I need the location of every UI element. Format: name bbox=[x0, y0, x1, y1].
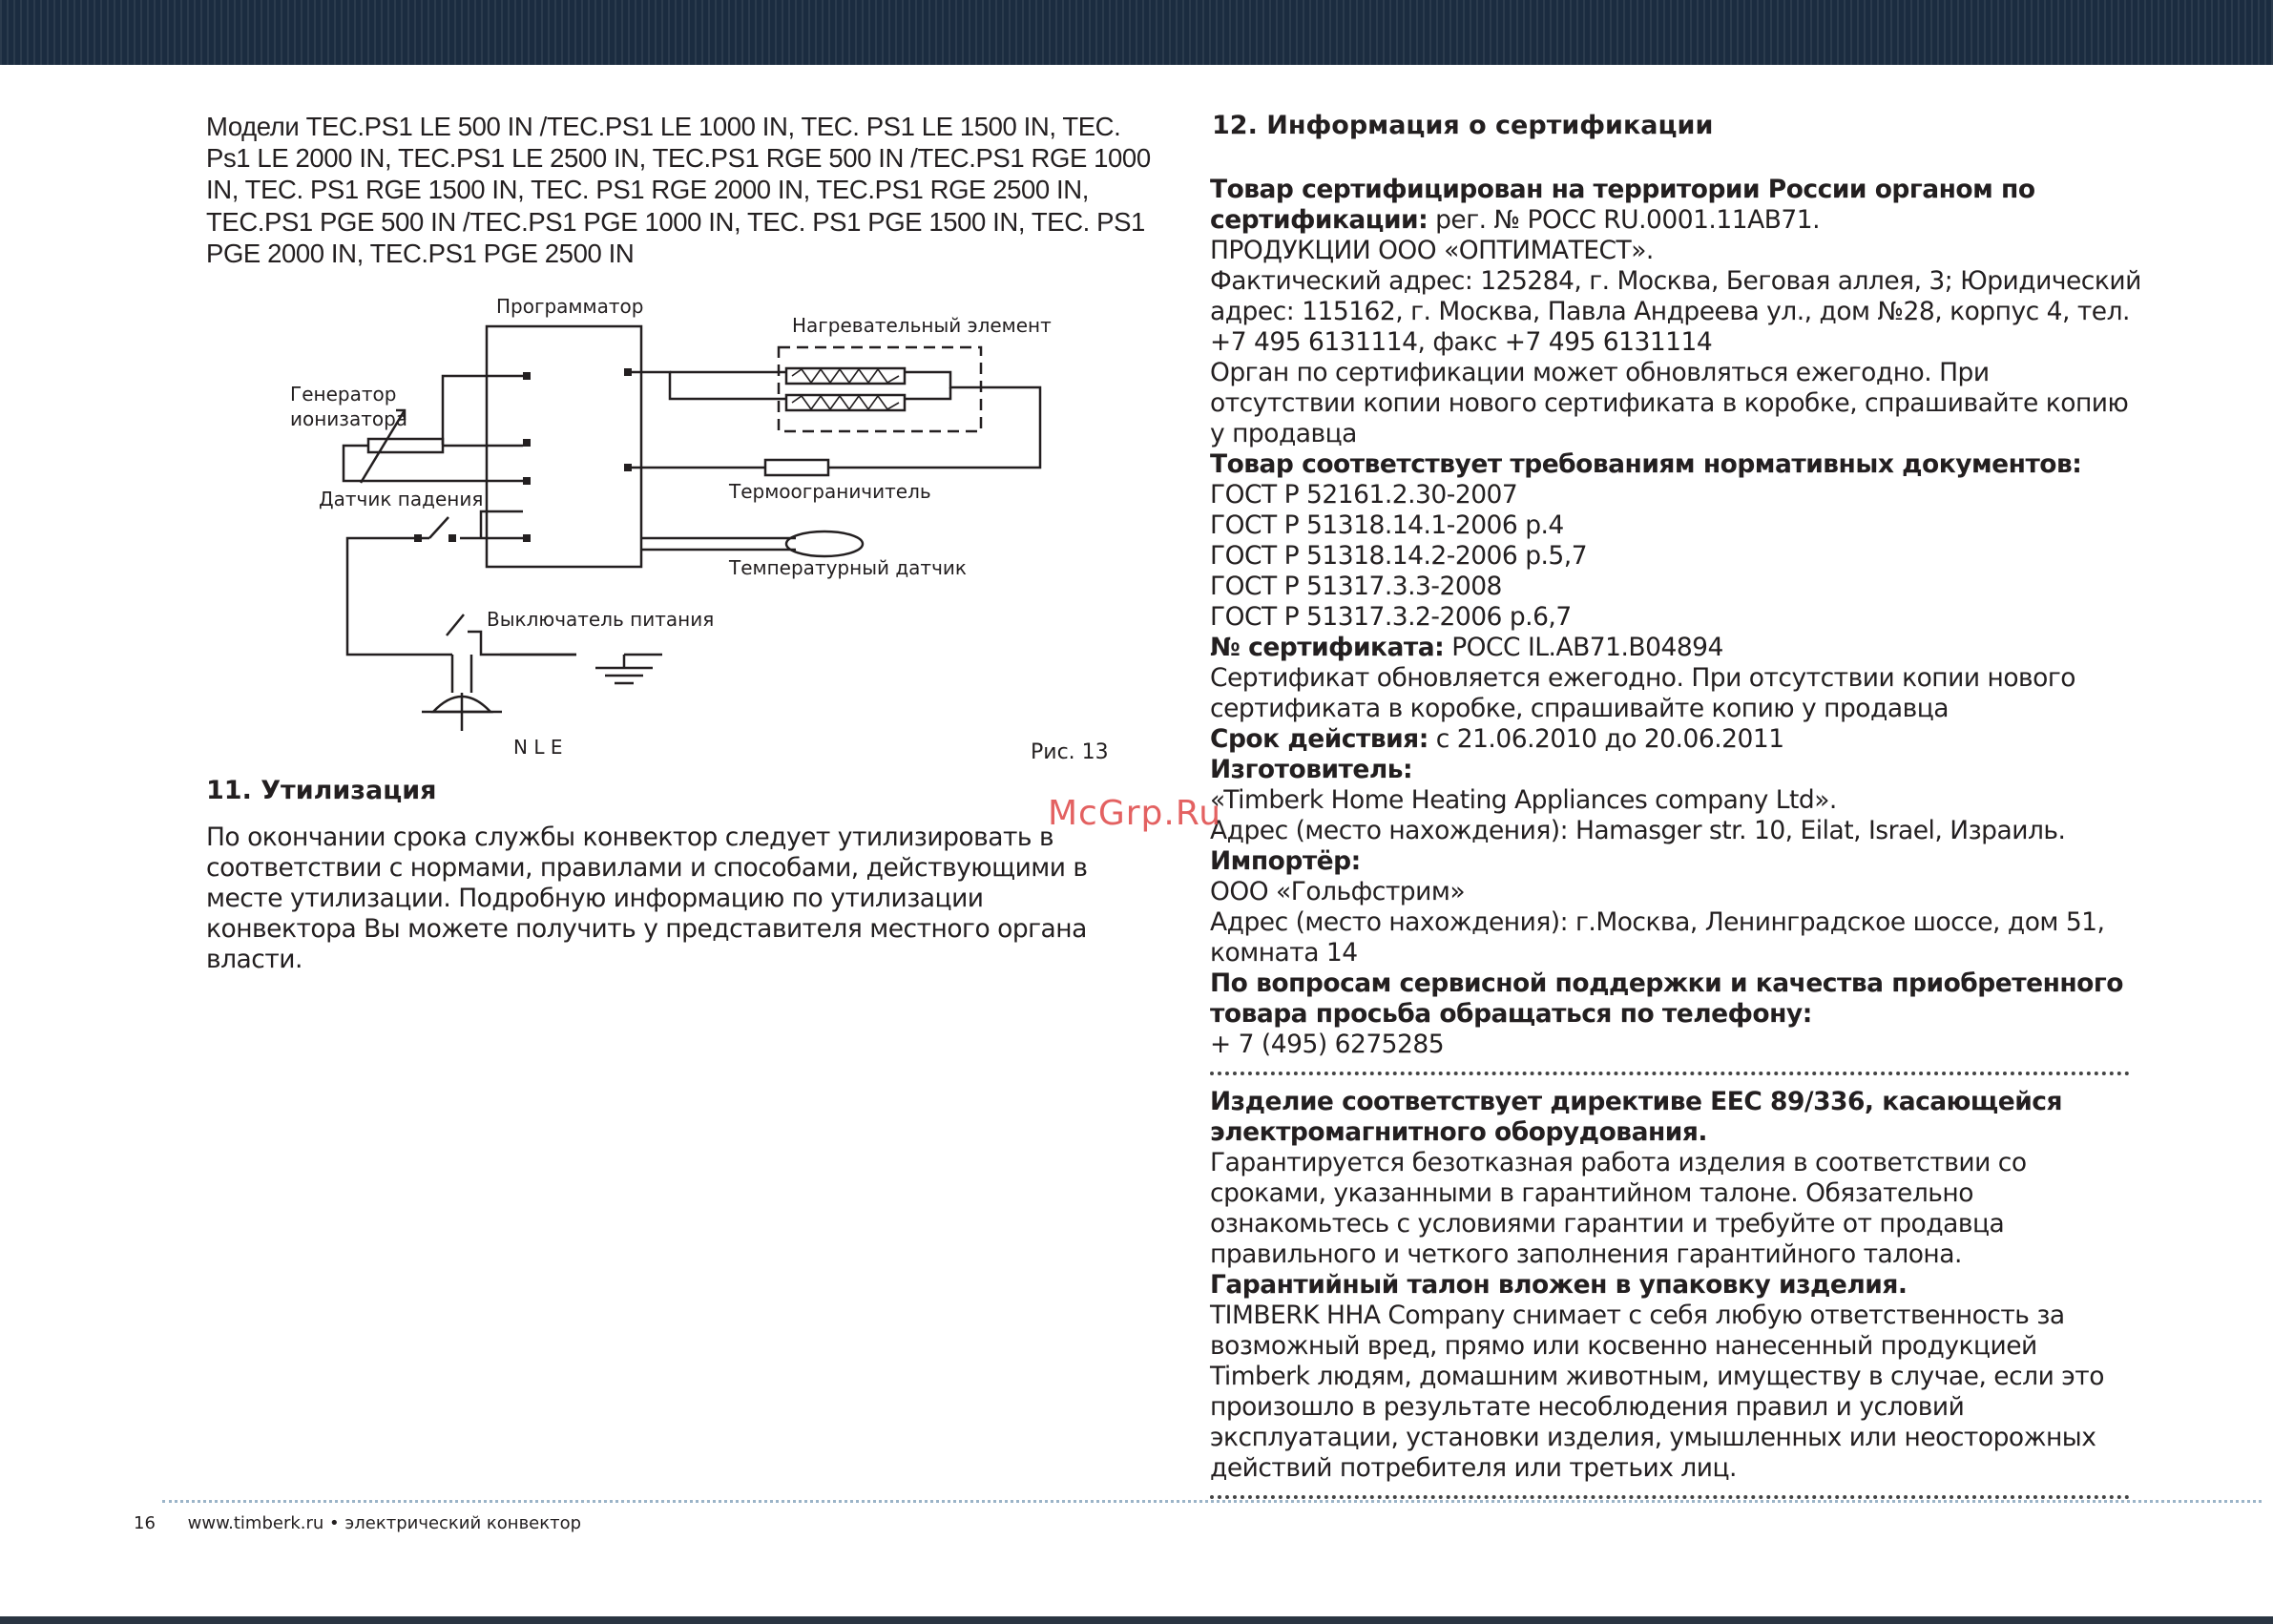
text-line bbox=[1210, 1117, 2155, 1148]
wiring-diagram bbox=[261, 292, 1101, 760]
regular-text: рег. № РОСС RU.0001.11АВ71. bbox=[1428, 205, 1821, 235]
regular-text: у продавца bbox=[1210, 419, 1357, 448]
text-line bbox=[1210, 846, 2155, 877]
regular-text: Адрес (место нахождения): г.Москва, Ленинградское шоссе, дом 51, bbox=[1210, 907, 2105, 937]
certification-block bbox=[1210, 175, 2155, 1060]
regular-text: ознакомьтесь с условиями гарантии и требуйте от продавца bbox=[1210, 1209, 2005, 1239]
text-line bbox=[1210, 999, 2155, 1030]
text-line bbox=[1210, 1178, 2155, 1209]
text-line bbox=[1210, 1087, 2155, 1117]
dotted-divider bbox=[1210, 1495, 2130, 1499]
text-line bbox=[1210, 602, 2155, 633]
text-line bbox=[1210, 388, 2155, 419]
label-thermolimiter: Термоограничитель bbox=[729, 480, 931, 503]
bold-text: Импортёр: bbox=[1210, 846, 1361, 876]
utilization-line: конвектора Вы можете получить у представителя местного органа bbox=[206, 914, 1087, 944]
utilization-body bbox=[206, 822, 1122, 975]
regular-text: РОСС IL.AB71.B04894 bbox=[1444, 633, 1723, 662]
watermark: McGrp.Ru bbox=[1048, 794, 1222, 833]
regular-text: отсутствии копии нового сертификата в коробке, спрашивайте копию bbox=[1210, 388, 2129, 418]
text-line bbox=[1210, 1453, 2155, 1484]
text-line bbox=[1210, 633, 2155, 663]
regular-text: ПРОДУКЦИИ ООО «ОПТИМАТЕСТ». bbox=[1210, 236, 1654, 265]
label-power-switch: Выключатель питания bbox=[487, 608, 715, 631]
text-line bbox=[1210, 1301, 2155, 1331]
bold-text: Изделие соответствует директиве ЕЕС 89/336, касающейся bbox=[1210, 1087, 2062, 1116]
regular-text: TIMBERK HHA Company снимает с себя любую ответственность за bbox=[1210, 1301, 2065, 1330]
bold-text: электромагнитного оборудования. bbox=[1210, 1117, 1707, 1147]
thermolimiter bbox=[765, 460, 828, 475]
bold-text: По вопросам сервисной поддержки и качества приобретенного bbox=[1210, 968, 2123, 998]
text-line bbox=[1210, 1239, 2155, 1270]
regular-text: «Timberk Home Heating Appliances company Ltd». bbox=[1210, 785, 1837, 815]
bold-text: Изготовитель: bbox=[1210, 755, 1413, 784]
bold-text: Гарантийный талон вложен в упаковку изделия. bbox=[1210, 1270, 1908, 1300]
text-line bbox=[1210, 1270, 2155, 1301]
label-ionizer-gen-2: ионизатора bbox=[290, 407, 408, 430]
utilization-line: месте утилизации. Подробную информацию по утилизации bbox=[206, 884, 984, 913]
top-decorative-band bbox=[0, 0, 2273, 65]
left-column bbox=[206, 111, 1151, 269]
models-list bbox=[206, 111, 1151, 269]
regular-text: сертификата в коробке, спрашивайте копию у продавца bbox=[1210, 694, 1949, 723]
regular-text: сроками, указанными в гарантийном талоне. Обязательно bbox=[1210, 1178, 1973, 1208]
certification-body bbox=[1210, 175, 2155, 1510]
text-line bbox=[1210, 1423, 2155, 1453]
text-line bbox=[1210, 1362, 2155, 1392]
page-number: 16 bbox=[134, 1513, 156, 1533]
regular-text: адрес: 115162, г. Москва, Павла Андреева ул., дом №28, корпус 4, тел. bbox=[1210, 297, 2130, 326]
regular-text: ГОСТ Р 52161.2.30-2007 bbox=[1210, 480, 1518, 510]
regular-text: комната 14 bbox=[1210, 938, 1358, 968]
text-line bbox=[1210, 816, 2155, 846]
directive-block bbox=[1210, 1087, 2155, 1484]
text-line bbox=[1210, 938, 2155, 968]
figure-caption: Рис. 13 bbox=[1031, 740, 1109, 764]
text-line bbox=[1210, 236, 2155, 266]
label-ionizer-gen-1: Генератор bbox=[290, 383, 397, 406]
text-line bbox=[1210, 877, 2155, 907]
text-line bbox=[1210, 510, 2155, 541]
temp-sensor bbox=[786, 531, 863, 556]
text-line bbox=[1210, 694, 2155, 724]
text-line bbox=[1210, 1392, 2155, 1423]
regular-text: Адрес (место нахождения): Hamasger str. 10, Eilat, Israel, Израиль. bbox=[1210, 816, 2066, 845]
models-line: Ps1 LE 2000 IN, TEC.PS1 LE 2500 IN, TEC.PS1 RGE 500 IN /TEC.PS1 RGE 1000 bbox=[206, 143, 1151, 174]
bottom-decorative-band bbox=[0, 1616, 2273, 1624]
bold-text: товара просьба обращаться по телефону: bbox=[1210, 999, 1812, 1029]
utilization-line: соответствии с нормами, правилами и способами, действующими в bbox=[206, 853, 1088, 883]
bold-text: Срок действия: bbox=[1210, 724, 1428, 754]
bold-text: Товар соответствует требованиям нормативных документов: bbox=[1210, 449, 2082, 479]
regular-text: правильного и четкого заполнения гарантийного талона. bbox=[1210, 1239, 1962, 1269]
text-line bbox=[1210, 358, 2155, 388]
regular-text: Сертификат обновляется ежегодно. При отсутствии копии нового bbox=[1210, 663, 2076, 693]
label-temp-sensor: Температурный датчик bbox=[729, 556, 967, 579]
footer-dotted-line bbox=[162, 1500, 2262, 1503]
bold-text: сертификации: bbox=[1210, 205, 1428, 235]
text-line bbox=[1210, 785, 2155, 816]
regular-text: произошло в результате несоблюдения правил и условий bbox=[1210, 1392, 1965, 1422]
models-line: Модели TEC.PS1 LE 500 IN /TEC.PS1 LE 1000 IN, TEC. PS1 LE 1500 IN, TEC. bbox=[206, 112, 1121, 141]
models-line: PGE 2000 IN, TEC.PS1 PGE 2500 IN bbox=[206, 238, 635, 268]
utilization-line: власти. bbox=[206, 945, 302, 974]
label-fall-sensor: Датчик падения bbox=[319, 488, 484, 510]
regular-text: Орган по сертификации может обновляться ежегодно. При bbox=[1210, 358, 1990, 387]
text-line bbox=[1210, 968, 2155, 999]
text-line bbox=[1210, 755, 2155, 785]
text-line bbox=[1210, 541, 2155, 572]
regular-text: + 7 (495) 6275285 bbox=[1210, 1030, 1445, 1059]
text-line bbox=[1210, 1331, 2155, 1362]
regular-text: Timberk людям, домашним животным, имуществу в случае, если это bbox=[1210, 1362, 2104, 1391]
label-nle: N L E bbox=[513, 736, 563, 759]
utilization-line: По окончании срока службы конвектор следует утилизировать в bbox=[206, 822, 1054, 852]
utilization-title: 11. Утилизация bbox=[206, 776, 437, 805]
text-line bbox=[1210, 572, 2155, 602]
text-line bbox=[1210, 419, 2155, 449]
label-heating-element: Нагревательный элемент bbox=[792, 314, 1052, 337]
text-line bbox=[1210, 480, 2155, 510]
regular-text: эксплуатации, установки изделия, умышленных или неосторожных bbox=[1210, 1423, 2096, 1452]
text-line bbox=[1210, 297, 2155, 327]
regular-text: ГОСТ Р 51318.14.2-2006 р.5,7 bbox=[1210, 541, 1588, 571]
regular-text: ГОСТ Р 51318.14.1-2006 р.4 bbox=[1210, 510, 1564, 540]
regular-text: с 21.06.2010 до 20.06.2011 bbox=[1428, 724, 1784, 754]
models-line: IN, TEC. PS1 RGE 1500 IN, TEC. PS1 RGE 2000 IN, TEC.PS1 RGE 2500 IN, bbox=[206, 175, 1090, 205]
text-line bbox=[1210, 1148, 2155, 1178]
models-line: TEC.PS1 PGE 500 IN /TEC.PS1 PGE 1000 IN, TEC. PS1 PGE 1500 IN, TEC. PS1 bbox=[206, 206, 1145, 237]
certification-title: 12. Информация о сертификации bbox=[1212, 111, 1714, 140]
footer bbox=[134, 1513, 581, 1533]
regular-text: ГОСТ Р 51317.3.2-2006 р.6,7 bbox=[1210, 602, 1572, 632]
regular-text: ООО «Гольфстрим» bbox=[1210, 877, 1466, 906]
label-programmer: Программатор bbox=[496, 295, 644, 318]
text-line bbox=[1210, 449, 2155, 480]
regular-text: +7 495 6131114, факс +7 495 6131114 bbox=[1210, 327, 1713, 357]
text-line bbox=[1210, 724, 2155, 755]
regular-text: возможный вред, прямо или косвенно нанесенный продукцией bbox=[1210, 1331, 2037, 1361]
dotted-divider bbox=[1210, 1072, 2130, 1075]
text-line bbox=[1210, 663, 2155, 694]
text-line bbox=[1210, 175, 2155, 205]
regular-text: действий потребителя или третьих лиц. bbox=[1210, 1453, 1737, 1483]
bold-text: № сертификата: bbox=[1210, 633, 1445, 662]
footer-site-text: www.timberk.ru • электрический конвектор bbox=[187, 1513, 582, 1533]
text-line bbox=[1210, 907, 2155, 938]
text-line bbox=[1210, 266, 2155, 297]
text-line bbox=[1210, 1030, 2155, 1060]
regular-text: ГОСТ Р 51317.3.3-2008 bbox=[1210, 572, 1502, 601]
regular-text: Гарантируется безотказная работа изделия в соответствии со bbox=[1210, 1148, 2027, 1177]
bold-text: Товар сертифицирован на территории России органом по bbox=[1210, 175, 2035, 204]
text-line bbox=[1210, 1209, 2155, 1239]
text-line bbox=[1210, 327, 2155, 358]
text-line bbox=[1210, 205, 2155, 236]
regular-text: Фактический адрес: 125284, г. Москва, Беговая аллея, 3; Юридический bbox=[1210, 266, 2141, 296]
